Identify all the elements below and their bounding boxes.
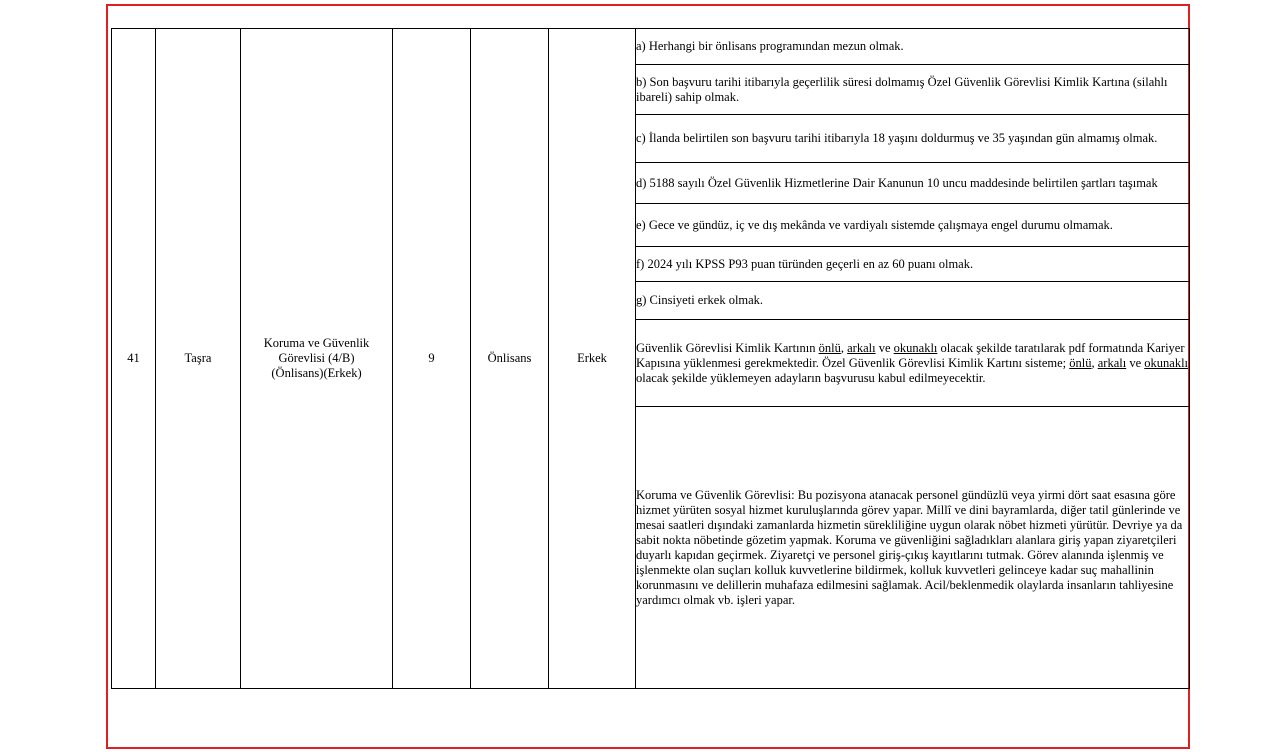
location: Taşra (184, 351, 212, 365)
job-description: Koruma ve Güvenlik Görevlisi: Bu pozisyona atanacak personel gündüzlü veya yirmi dört saat esasına göre hizmet yürüten sosyal hizmet kuruluşlarında görev yapar. Millî ve dini bayramlarda, diğer tatil günlerinde ve mesai saatleri dışındaki zamanlarda hizmetin sürekliliğine uygun olarak nöbet hizmeti yürütür. Devriye ya da sabit nokta nöbetinde gözetim yapmak. Koruma ve güvenliğini sağladıkları alanlara giriş yapan ziyaretçileri duyarlı kapıdan geçirmek. Ziyaretçi ve personel giriş-çıkış kayıtlarını tutmak. Görev alanında işlenmiş ve işlenmekte olan suçları kolluk kuvvetlerine bildirmek, kolluk kuvvetleri gelinceye kadar suç mahallinin korunmasını ve delillerin muhafaza edilmesini sağlamak. Acil/beklenmedik olaylarda insanların tahliyesine yardımcı olmak vb. işleri yapar. (636, 407, 1190, 689)
upload-note-text: olacak şekilde taratılarak pdf formatında Kariyer Kapısına yüklenmesi gerekmektedir. Özel Güvenlik Görevlisi Kimlik Kartını sisteme; (636, 340, 1185, 370)
location-cell (156, 29, 241, 689)
requirement-c: c) İlanda belirtilen son başvuru tarihi itibarıyla 18 yaşını doldurmuş ve 35 yaşından gün almamış olmak. (636, 115, 1190, 163)
gender: Erkek (577, 351, 607, 365)
position-title-line: Görevlisi (4/B) (278, 351, 355, 365)
requirement-f: f) 2024 yılı KPSS P93 puan türünden geçerli en az 60 puanı olmak. (636, 247, 1190, 282)
underlined-term: arkalı (1097, 355, 1127, 370)
row-number-cell (112, 29, 156, 689)
underlined-term: önlü (818, 340, 841, 355)
underlined-term: okunaklı (893, 340, 938, 355)
row-number: 41 (127, 351, 140, 365)
requirement-b: b) Son başvuru tarihi itibarıyla geçerlilik süresi dolmamış Özel Güvenlik Görevlisi Kimlik Kartına (silahlı ibareli) sahip olmak. (636, 65, 1190, 115)
upload-note-text: ve (875, 340, 894, 355)
position-cell (241, 29, 393, 689)
requirement-a: a) Herhangi bir önlisans programından mezun olmak. (636, 29, 1190, 65)
table-row (112, 29, 1190, 65)
education-level: Önlisans (487, 351, 532, 365)
upload-note-text: olacak şekilde yüklemeyen adayların başvurusu kabul edilmeyecektir. (636, 370, 986, 385)
requirement-d: d) 5188 sayılı Özel Güvenlik Hizmetlerine Dair Kanunun 10 uncu maddesinde belirtilen şartları taşımak (636, 163, 1190, 204)
quota-cell (393, 29, 471, 689)
upload-note-text: Güvenlik Görevlisi Kimlik Kartının (636, 340, 819, 355)
education-cell (471, 29, 549, 689)
quota: 9 (428, 351, 435, 365)
job-posting-table (111, 28, 1190, 689)
requirement-g: g) Cinsiyeti erkek olmak. (636, 282, 1190, 320)
upload-note-text: , (1091, 355, 1098, 370)
position-title-line: (Önlisans)(Erkek) (271, 366, 362, 380)
upload-note-text: ve (1126, 355, 1145, 370)
underlined-term: önlü (1069, 355, 1092, 370)
position-title-line: Koruma ve Güvenlik (263, 336, 370, 350)
underlined-term: okunaklı (1144, 355, 1189, 370)
upload-note-text: , (840, 340, 848, 355)
requirement-e: e) Gece ve gündüz, iç ve dış mekânda ve vardiyalı sistemde çalışmaya engel durumu olmamak. (636, 204, 1190, 247)
upload-note (636, 320, 1190, 407)
underlined-term: arkalı (847, 340, 876, 355)
gender-cell (549, 29, 636, 689)
